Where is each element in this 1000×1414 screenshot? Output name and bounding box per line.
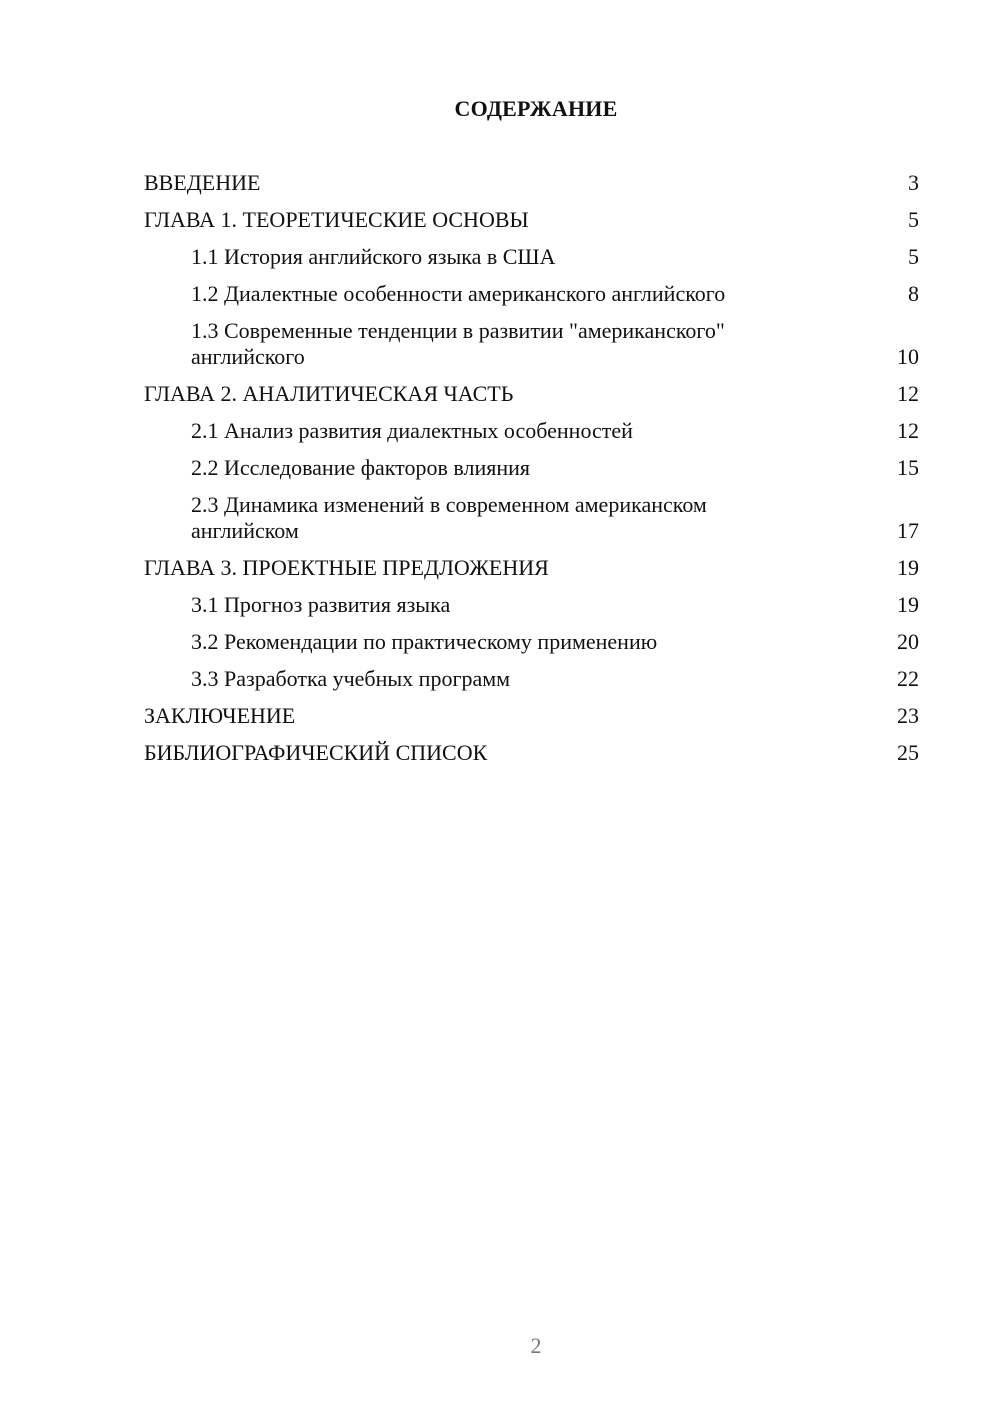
toc-entry-section-3-3 bbox=[144, 666, 919, 692]
toc-entry-page: 22 bbox=[897, 666, 919, 691]
toc-entry-page: 3 bbox=[908, 170, 919, 195]
toc-entry-section-1-3 bbox=[144, 318, 919, 370]
toc-entry-label: ЗАКЛЮЧЕНИЕ bbox=[144, 703, 296, 728]
toc-entry-label: 2.2 Исследование факторов влияния bbox=[191, 455, 531, 480]
toc-entry-label: 3.3 Разработка учебных программ bbox=[191, 666, 511, 691]
toc-entry-page: 8 bbox=[908, 281, 919, 306]
toc-entry-conclusion bbox=[144, 703, 919, 729]
toc-entry-bibliography bbox=[144, 740, 919, 766]
toc-entry-page: 5 bbox=[908, 244, 919, 269]
toc-entry-section-1-2 bbox=[144, 281, 919, 307]
toc-entry-section-3-2 bbox=[144, 629, 919, 655]
toc-entry-page: 19 bbox=[897, 555, 919, 580]
toc-entry-label: ГЛАВА 1. ТЕОРЕТИЧЕСКИЕ ОСНОВЫ bbox=[144, 207, 529, 232]
toc-entry-label: 2.3 Динамика изменений в современном американском английском bbox=[191, 492, 707, 543]
toc-entry-label: 3.2 Рекомендации по практическому применению bbox=[191, 629, 658, 654]
toc-entry-label: 1.3 Современные тенденции в развитии "американского" английского bbox=[191, 318, 725, 369]
toc-entry-page: 17 bbox=[897, 518, 919, 543]
table-of-contents bbox=[144, 170, 919, 777]
toc-entry-chapter-1 bbox=[144, 207, 919, 233]
toc-entry-page: 23 bbox=[897, 703, 919, 728]
toc-entry-section-2-3 bbox=[144, 492, 919, 544]
toc-entry-introduction bbox=[144, 170, 919, 196]
toc-entry-label: 1.2 Диалектные особенности американского английского bbox=[191, 281, 726, 306]
toc-entry-label: ВВЕДЕНИЕ bbox=[144, 170, 261, 195]
toc-entry-label: 1.1 История английского языка в США bbox=[191, 244, 556, 269]
page-number: 2 bbox=[530, 1333, 542, 1358]
toc-entry-section-3-1 bbox=[144, 592, 919, 618]
toc-entry-label: 2.1 Анализ развития диалектных особенностей bbox=[191, 418, 633, 443]
toc-entry-chapter-2 bbox=[144, 381, 919, 407]
toc-entry-label: БИБЛИОГРАФИЧЕСКИЙ СПИСОК bbox=[144, 740, 488, 765]
toc-entry-page: 19 bbox=[897, 592, 919, 617]
toc-entry-page: 12 bbox=[897, 381, 919, 406]
toc-entry-page: 10 bbox=[897, 344, 919, 369]
toc-entry-section-2-1 bbox=[144, 418, 919, 444]
toc-entry-label: 3.1 Прогноз развития языка bbox=[191, 592, 451, 617]
toc-entry-chapter-3 bbox=[144, 555, 919, 581]
toc-entry-section-2-2 bbox=[144, 455, 919, 481]
toc-entry-label: ГЛАВА 3. ПРОЕКТНЫЕ ПРЕДЛОЖЕНИЯ bbox=[144, 555, 549, 580]
toc-entry-section-1-1 bbox=[144, 244, 919, 270]
toc-entry-page: 20 bbox=[897, 629, 919, 654]
toc-entry-page: 15 bbox=[897, 455, 919, 480]
toc-entry-page: 25 bbox=[897, 740, 919, 765]
toc-entry-label: ГЛАВА 2. АНАЛИТИЧЕСКАЯ ЧАСТЬ bbox=[144, 381, 514, 406]
toc-entry-page: 5 bbox=[908, 207, 919, 232]
page-title: СОДЕРЖАНИЕ bbox=[454, 96, 618, 121]
toc-entry-page: 12 bbox=[897, 418, 919, 443]
